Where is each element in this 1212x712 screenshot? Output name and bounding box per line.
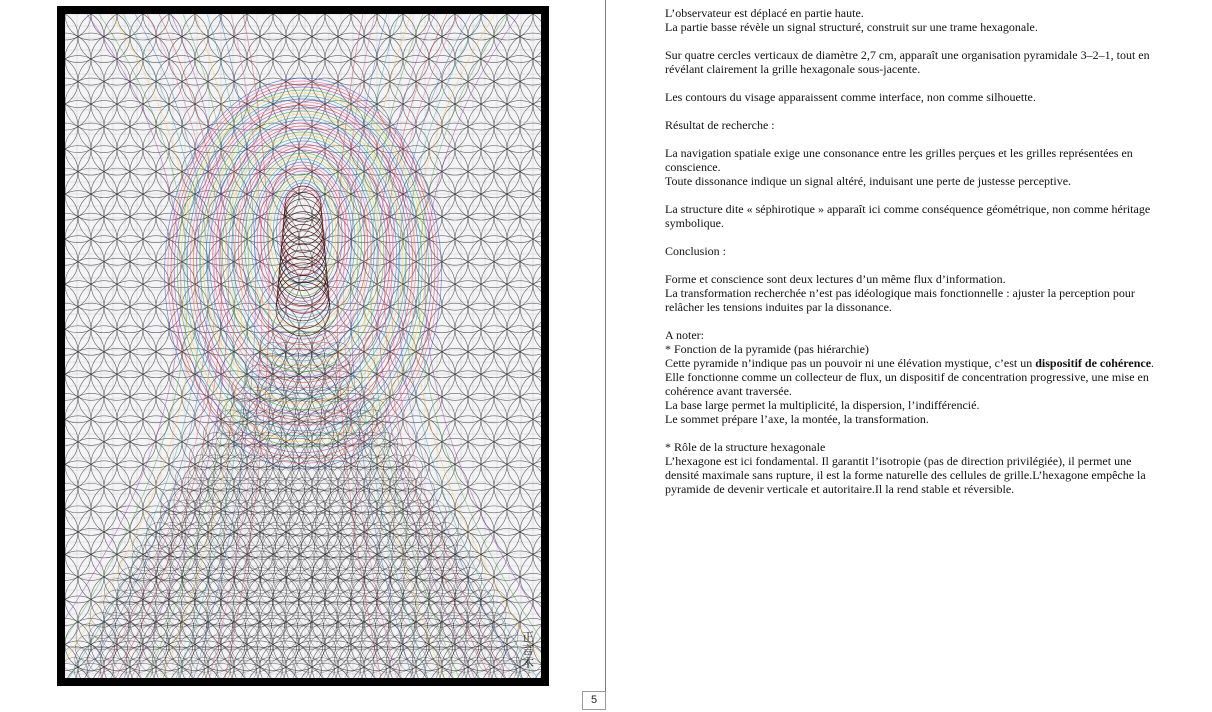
text-line: Toute dissonance indique un signal altéré, induisant une perte de justesse perceptive. [665, 174, 1072, 188]
lattice-circle [494, 191, 541, 243]
lattice-circle [520, 281, 541, 333]
paragraph-observer [665, 6, 1160, 34]
note-item1-text [665, 356, 1154, 398]
sacred-geometry-drawing [65, 14, 541, 678]
lattice-circle [494, 56, 541, 108]
lattice-circle [494, 371, 541, 423]
lattice-circle [65, 348, 91, 400]
lattice-circle [65, 191, 78, 243]
lattice-circle [507, 573, 541, 625]
artwork-image [57, 6, 549, 686]
lattice-circle [533, 528, 541, 580]
lattice-circle [520, 506, 541, 558]
note-item1-title: * Fonction de la pyramide (pas hiérarchie) [665, 342, 869, 356]
lattice-circle [65, 33, 91, 85]
lattice-circle [494, 326, 541, 378]
lattice-circle [533, 123, 541, 175]
lattice-circle [507, 348, 541, 400]
lattice-circle [65, 551, 78, 603]
lattice-circle [65, 416, 78, 468]
lattice-circle [507, 303, 541, 355]
lattice-circle [520, 371, 541, 423]
lattice-circle [65, 393, 91, 445]
lattice-circle [520, 236, 541, 288]
lattice-circle [533, 348, 541, 400]
lattice-circle [494, 506, 541, 558]
artist-signature: 正 言 木 [521, 630, 534, 670]
note-pyramid [665, 328, 1160, 426]
lattice-circle [533, 213, 541, 265]
lattice-circle [494, 416, 541, 468]
flow-line [194, 14, 256, 678]
lattice-circle [65, 56, 78, 108]
text-line: Forme et conscience sont deux lectures d’un même flux d’information. [665, 272, 1006, 286]
lattice-circle [533, 33, 541, 85]
lattice-circle [520, 416, 541, 468]
lattice-circle [533, 573, 541, 625]
note-item1-pre: Cette pyramide n’indique pas un pouvoir ni une élévation mystique, c’est un [665, 356, 1036, 370]
lattice-circle [65, 371, 78, 423]
text-line: La transformation recherchée n’est pas idéologique mais fonctionnelle : ajuster la perception pour relâcher les tensions induites par la dissonance. [665, 286, 1135, 314]
lattice-circle [494, 236, 541, 288]
paragraph-circles: Sur quatre cercles verticaux de diamètre 2,7 cm, apparaît une organisation pyramidale 3–2–1, tout en révélant clairement la grille hexagonale sous-jacente. [665, 48, 1150, 76]
text-line: La navigation spatiale exige une consonance entre les grilles perçues et les grilles représentées en conscience. [665, 146, 1133, 174]
text-line: Le sommet prépare l’axe, la montée, la transformation. [665, 412, 929, 426]
lattice-circle [65, 303, 91, 355]
paragraph-face: Les contours du visage apparaissent comme interface, non comme silhouette. [665, 90, 1036, 104]
text-line: La base large permet la multiplicité, la dispersion, l’indifférencié. [665, 398, 980, 412]
colored-loop [168, 81, 438, 463]
lattice-circle [494, 146, 541, 198]
heading-conclusion: Conclusion : [665, 244, 727, 258]
colored-loop [171, 84, 435, 458]
lattice-circle [494, 101, 541, 153]
paragraph-sephirotic: La structure dite « séphirotique » apparaît ici comme conséquence géométrique, non comme héritage symbolique. [665, 202, 1151, 230]
lattice-circle [520, 191, 541, 243]
lattice-circle [65, 506, 78, 558]
lattice-circle [65, 213, 91, 265]
lattice-circle [520, 551, 541, 603]
lattice-circle [533, 303, 541, 355]
note-heading: A noter: [665, 328, 704, 342]
lattice-circle [65, 101, 78, 153]
paragraph-navigation [665, 146, 1160, 188]
page-divider [605, 0, 606, 700]
page-number-box[interactable]: 5 [582, 691, 606, 710]
lattice-circle [507, 393, 541, 445]
lattice-circle [65, 236, 78, 288]
text-line: L’observateur est déplacé en partie haute. [665, 6, 864, 20]
lattice-circle [494, 461, 541, 513]
note-item1-post: . Elle fonctionne comme un collecteur de flux, un dispositif de concentration progressive, une mise en cohérence avant traversée. [665, 356, 1155, 398]
lattice-circle [65, 461, 78, 513]
text-line: La partie basse révèle un signal structuré, construit sur une trame hexagonale. [665, 20, 1038, 34]
lattice-circle [520, 101, 541, 153]
lattice-circle [507, 213, 541, 265]
lattice-circle [65, 573, 91, 625]
lattice-circle [520, 146, 541, 198]
lattice-circle [520, 461, 541, 513]
lattice-circle [533, 393, 541, 445]
lattice-circle [65, 326, 78, 378]
flow-line [350, 14, 412, 678]
heading-result: Résultat de recherche : [665, 118, 775, 132]
lattice-circle [65, 14, 78, 63]
lattice-circle [65, 14, 104, 63]
lattice-circle [65, 281, 78, 333]
lattice-circle [65, 528, 91, 580]
lattice-circle [507, 33, 541, 85]
note-item2-body: L’hexagone est ici fondamental. Il garantit l’isotropie (pas de direction privilégiée), il permet une densité maximale sans rupture, il est la forme naturelle des cellules de grille.L’hexagone empêche la pyramide de devenir verticale et autoritaire.Il la rend stable et réversible. [665, 454, 1146, 496]
text-column [665, 6, 1160, 510]
lattice-circle [533, 14, 541, 40]
lattice-circle [65, 146, 78, 198]
lattice-circle [65, 123, 91, 175]
lattice-circle [507, 483, 541, 535]
note-item2-title: * Rôle de la structure hexagonale [665, 440, 826, 454]
lattice-circle [520, 56, 541, 108]
paragraph-conclusion [665, 272, 1160, 314]
lattice-circle [533, 483, 541, 535]
note-hexagon [665, 440, 1160, 496]
artwork-canvas [65, 14, 541, 678]
note-item1-bold: dispositif de cohérence [1035, 356, 1152, 370]
core-circle [284, 192, 321, 229]
lattice-circle [65, 483, 91, 535]
lattice-circle [494, 281, 541, 333]
lattice-circle [507, 123, 541, 175]
lattice-circle [520, 326, 541, 378]
